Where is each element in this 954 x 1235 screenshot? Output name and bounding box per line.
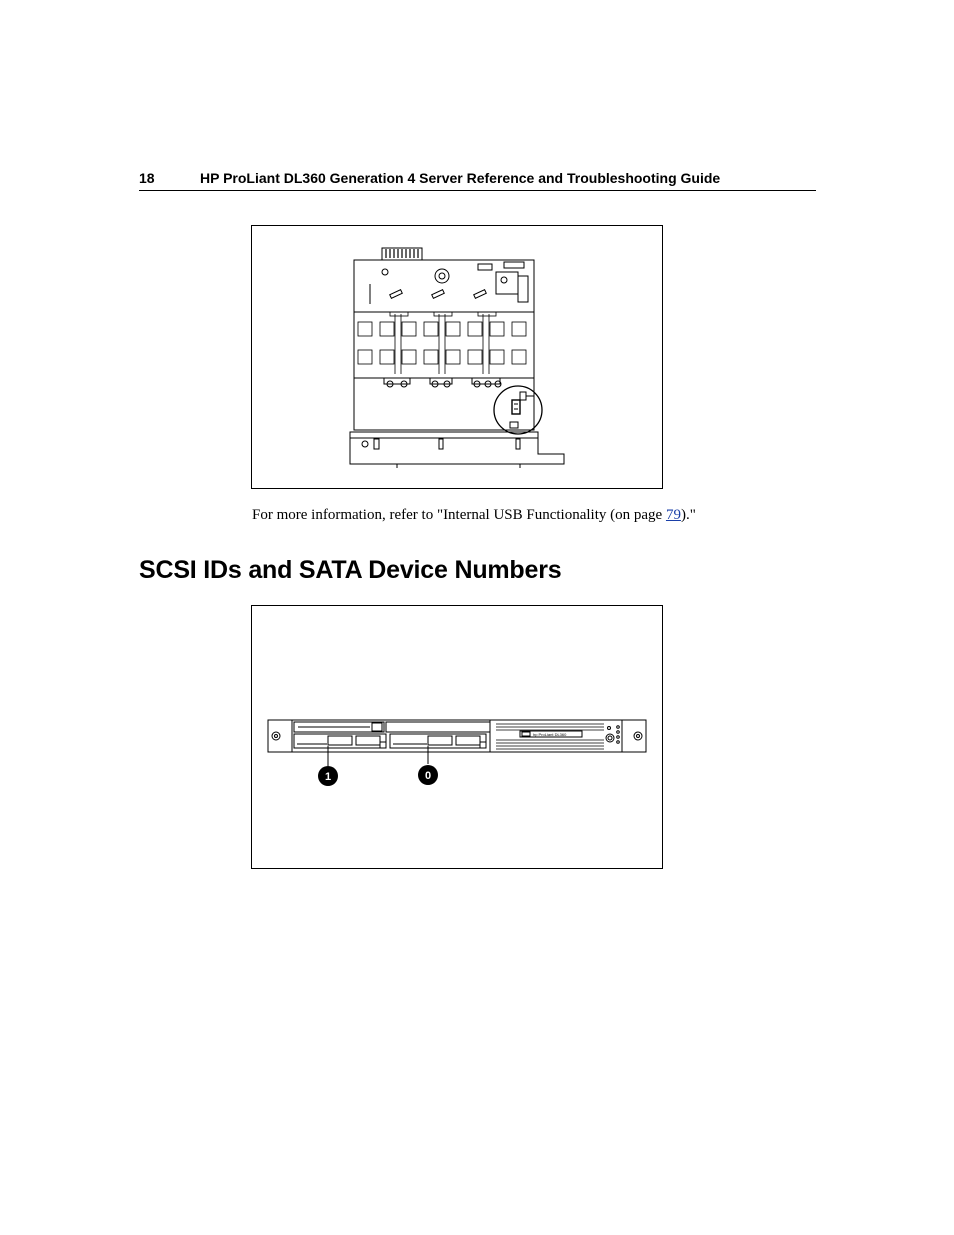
section-heading: SCSI IDs and SATA Device Numbers	[139, 556, 562, 584]
running-title: HP ProLiant DL360 Generation 4 Server Reference and Troubleshooting Guide	[200, 170, 721, 186]
callout-drive-1	[318, 766, 338, 786]
figure-server-front-bezel	[251, 605, 663, 869]
callout-drive-0	[418, 765, 438, 785]
reference-text-before: For more information, refer to "Internal USB Functionality (on page	[252, 507, 666, 523]
callout-number-1: 1	[324, 771, 332, 783]
usb-reference-paragraph	[252, 507, 696, 524]
server-top-view-illustration	[252, 226, 662, 488]
callout-number-0: 0	[424, 770, 432, 782]
figure-server-top-view	[251, 225, 663, 489]
page-header	[139, 168, 816, 191]
server-front-bezel-illustration	[252, 606, 662, 868]
page-number: 18	[139, 170, 155, 186]
page-79-link[interactable]: 79	[665, 507, 681, 523]
reference-text-after: )."	[680, 507, 696, 523]
bezel-model-label: hp ProLiant DL360	[533, 732, 567, 737]
